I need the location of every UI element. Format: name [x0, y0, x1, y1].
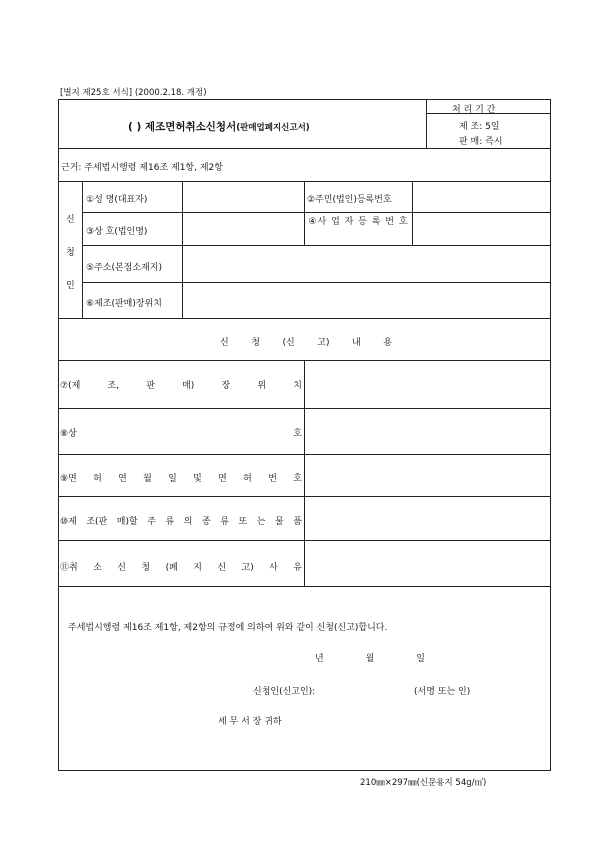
content-header [220, 335, 392, 348]
label-part: 류 [220, 517, 229, 527]
business-number-field[interactable] [414, 214, 549, 243]
trade-name-label: ③상 호(법인명) [86, 227, 148, 237]
row-line [58, 586, 551, 587]
label-part: 는 [256, 517, 266, 527]
mid-divider [304, 181, 305, 245]
applicant-side-3: 인 [66, 281, 75, 291]
form-label: [별지 제25호 서식] (2000.2.18. 개정) [60, 88, 207, 98]
legal-basis: 근거: 주세법시행령 제16조 제1항, 제2항 [61, 163, 223, 173]
id-number-label: ②주민(법인)등록번호 [307, 195, 392, 205]
day-label: 일 [416, 654, 425, 664]
label-divider [182, 181, 183, 318]
applicant-side-divider [82, 181, 83, 318]
row-line [82, 245, 551, 246]
item-8-label [60, 426, 302, 439]
year-label: 년 [315, 654, 324, 664]
content-header-part: 신 [220, 338, 229, 348]
item-7-field[interactable] [306, 362, 549, 406]
label-part: 매) [182, 381, 195, 391]
content-header-part: 내 [352, 338, 361, 348]
label-part: 위 [257, 381, 267, 391]
trade-name-field[interactable] [184, 214, 302, 243]
item-9-field[interactable] [306, 456, 549, 494]
label-part: 일 [168, 474, 177, 484]
form-title [128, 119, 310, 134]
label-part: 호 [293, 429, 302, 439]
label-part: 지 [193, 563, 202, 573]
row-line [58, 496, 551, 497]
label-part: 장 [221, 381, 231, 391]
item-8-field[interactable] [306, 410, 549, 452]
applicant-side-2: 청 [66, 248, 75, 258]
label-part: 허 [243, 474, 252, 484]
processing-row-sales [459, 134, 503, 147]
processing-row2-label: 판 매: [459, 137, 483, 147]
signer-field[interactable] [335, 680, 411, 696]
item-10-label [60, 514, 302, 527]
label-part: 월 [143, 474, 152, 484]
row-line [58, 408, 551, 409]
processing-row-manufacture [459, 119, 500, 132]
processing-row2-value: 즉시 [485, 137, 503, 147]
title-main: 제조면허취소신청서 [144, 121, 237, 133]
label-part: 주 [147, 517, 156, 527]
label-part: 종 [201, 517, 211, 527]
signer-label: 신청인(신고인): [253, 687, 316, 697]
date-line [315, 651, 425, 664]
row-line [82, 212, 551, 213]
row-line [58, 318, 551, 319]
label-part: 및 [193, 474, 202, 484]
row-line [58, 540, 551, 541]
label-part: 조(판 [86, 517, 108, 527]
item-11-field[interactable] [306, 542, 549, 584]
content-header-part: 고) [317, 338, 330, 348]
mid-divider-2 [412, 181, 413, 245]
title-sub: (판매업폐지신고서) [236, 123, 310, 133]
processing-header: 처 리 기 간 [452, 105, 496, 115]
label-part: 의 [183, 517, 193, 527]
label-part: ⑩제 [60, 517, 77, 527]
label-part: ⑧상 [60, 429, 77, 439]
label-part: 치 [293, 381, 302, 391]
label-part: (폐 [165, 563, 178, 573]
item-9-label [60, 471, 302, 484]
month-label: 월 [365, 654, 375, 664]
item-11-label [60, 560, 302, 573]
business-number-label: ④사 업 자 등 록 번 호 [308, 217, 409, 227]
item-10-field[interactable] [306, 498, 549, 538]
content-header-part: 용 [383, 338, 392, 348]
processing-row1-value: 5일 [485, 122, 500, 132]
label-part: 연 [118, 474, 127, 484]
label-part: 신 [217, 563, 227, 573]
content-divider [304, 360, 305, 586]
id-number-field[interactable] [414, 183, 549, 210]
label-part: ⑨면 [60, 474, 77, 484]
label-part: 사 [269, 563, 278, 573]
site-location-label: ⑥제조(판매)장위치 [86, 299, 162, 309]
row-line [58, 148, 551, 149]
recipient: 세 무 서 장 귀하 [218, 717, 282, 727]
processing-row1-label: 제 조: [459, 122, 483, 132]
label-part: 허 [93, 474, 102, 484]
title-bracket: ( ) [128, 121, 142, 133]
label-part: 면 [218, 474, 227, 484]
label-part: 판 [146, 381, 155, 391]
label-part: 고) [241, 563, 254, 573]
label-part: 호 [293, 474, 302, 484]
label-part: 청 [141, 563, 151, 573]
title-divider [426, 99, 427, 148]
label-part: 신 [117, 563, 126, 573]
label-part: ⑦(제 [60, 381, 81, 391]
content-header-part: (신 [282, 338, 295, 348]
label-part: 류 [165, 517, 175, 527]
label-part: 매)할 [116, 517, 138, 527]
label-part: 물 [274, 517, 284, 527]
name-label: ①성 명(대표자) [86, 195, 148, 205]
content-header-part: 청 [251, 338, 260, 348]
signature-note: (서명 또는 인) [414, 687, 471, 697]
row-line [82, 282, 551, 283]
label-part: 유 [293, 563, 302, 573]
address-field[interactable] [184, 247, 549, 280]
paper-spec: 210㎜×297㎜(신문용지 54g/㎡) [360, 778, 487, 788]
address-label: ⑤주소(본점소재지) [86, 263, 162, 273]
declaration-text: 주세법시행령 제16조 제1항, 제2항의 규정에 의하여 위와 같이 신청(신고)합니다. [68, 623, 388, 633]
label-part: 소 [93, 563, 102, 573]
item-7-label [60, 378, 302, 391]
row-line [58, 454, 551, 455]
label-part: 번 [268, 474, 277, 484]
label-part: ⑪취 [60, 563, 78, 573]
label-part: 품 [293, 517, 302, 527]
applicant-side-1: 신 [66, 215, 75, 225]
name-field[interactable] [184, 183, 302, 210]
label-part: 또 [238, 517, 248, 527]
site-location-field[interactable] [184, 284, 549, 316]
label-part: 조, [107, 381, 120, 391]
